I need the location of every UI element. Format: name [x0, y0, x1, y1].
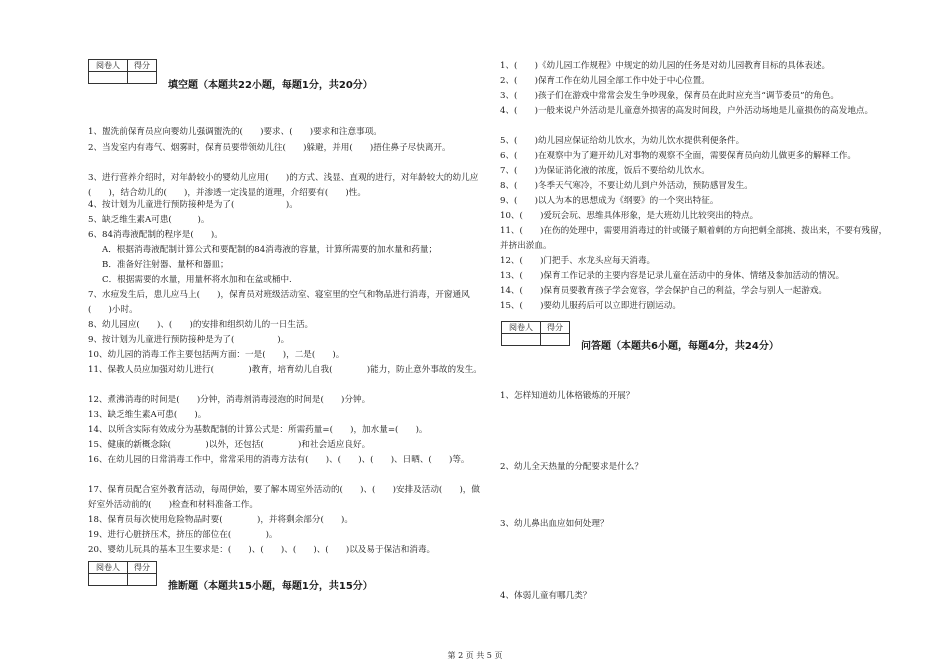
fill-section-title: 填空题（本题共22小题，每题1分，共20分） — [168, 80, 373, 91]
fill-question-17: 17、保育员配合室外教育活动，每周伊始，要了解本周室外活动的( )、( )安排及活动( )，做好室外活动前的( )检查和材料准备工作。 — [88, 485, 480, 511]
score-box-fill — [88, 59, 157, 84]
fill-question-7: 7、水痘发生后，患儿应马上( )，保育员对班级活动室、寝室里的空气和物品进行消毒，开窗通风( )小时。 — [88, 290, 470, 316]
reviewer-label: 阅卷人 — [89, 562, 128, 574]
fill-question-2: 2、当发室内有毒气、烟雾时，保育员要带领幼儿往( )躲避，并用( )捂住鼻子尽快离开。 — [88, 143, 451, 153]
fill-question-15: 15、健康的新概念除( )以外，还包括( )和社会适应良好。 — [88, 440, 371, 450]
score-cell — [128, 574, 157, 586]
judge-question-14: 14、( )保育员要教育孩子学会宽容，学会保护自己的利益，学会与别人一起游戏。 — [500, 286, 828, 296]
qa-question-3: 3、幼儿鼻出血应如何处理？ — [500, 519, 609, 529]
judge-question-2: 2、( )保育工作在幼儿园全部工作中处于中心位置。 — [500, 76, 710, 86]
score-box-qa — [501, 321, 570, 346]
score-label: 得分 — [541, 322, 570, 334]
qa-question-4: 4、体弱儿童有哪几类？ — [500, 591, 592, 601]
score-box-judge — [88, 561, 157, 586]
fill-question-8: 8、幼儿园应( )、( )的安排和组织幼儿的一日生活。 — [88, 320, 314, 330]
judge-question-6: 6、( )在观察中为了避开幼儿对事物的观察不全面，需要保育员向幼儿做更多的解释工作。 — [500, 151, 856, 161]
fill-question-13: 13、缺乏维生素A可患( )。 — [88, 410, 207, 420]
reviewer-label: 阅卷人 — [89, 60, 128, 72]
judge-question-12: 12、( )门把手、水龙头应每天消毒。 — [500, 256, 656, 266]
fill-question-14: 14、以所含实际有效成分为基数配制的计算公式是：所需药量=( )，加水量=( )。 — [88, 425, 428, 435]
fill-question-6-option-c: C．根据需要的水量，用量杯将水加和在盆或桶中. — [102, 275, 292, 285]
fill-question-18: 18、保育员每次使用危险物品时要( )，并将剩余部分( )。 — [88, 515, 353, 525]
page-number: 第 2 页 共 5 页 — [447, 651, 503, 660]
fill-question-6: 6、84消毒液配制的程序是( )。 — [88, 230, 223, 240]
reviewer-cell — [89, 72, 128, 84]
reviewer-cell — [502, 334, 541, 346]
fill-question-16: 16、在幼儿园的日常消毒工作中，常常采用的消毒方法有( )、( )、( )、日晒、( )等。 — [88, 455, 470, 465]
qa-question-1: 1、怎样知道幼儿体格锻炼的开展？ — [500, 391, 635, 401]
fill-question-1: 1、盥洗前保育员应向婴幼儿强调盥洗的( )要求、( )要求和注意事项。 — [88, 127, 382, 137]
score-cell — [541, 334, 570, 346]
fill-question-20: 20、婴幼儿玩具的基本卫生要求是：( )、( )、( )、( )以及易于保洁和消毒。 — [88, 545, 436, 555]
score-label: 得分 — [128, 562, 157, 574]
score-cell — [128, 72, 157, 84]
fill-question-10: 10、幼儿园的消毒工作主要包括两方面：一是( )，二是( )。 — [88, 350, 345, 360]
judge-question-15: 15、( )要幼儿服药后可以立即进行剧运动。 — [500, 301, 681, 311]
qa-section-title: 问答题（本题共6小题，每题4分，共24分） — [581, 341, 779, 352]
fill-question-5: 5、缺乏维生素A可患( )。 — [88, 215, 210, 225]
fill-question-6-option-a: A．根据消毒液配制计算公式和要配制的84消毒液的容量，计算所需要的加水量和药量； — [102, 245, 438, 255]
fill-question-6-option-b: B．准备好注射器、量杯和器皿； — [102, 260, 229, 270]
fill-question-9: 9、按计划为儿童进行预防接种是为了( )。 — [88, 335, 290, 345]
judge-section-title: 推断题（本题共15小题，每题1分，共15分） — [168, 581, 373, 592]
judge-question-9: 9、( )以人为本的思想成为《纲要》的一个突出特征。 — [500, 196, 719, 206]
judge-question-10: 10、( )爱玩会玩、思维具体形象，是大班幼儿比较突出的特点。 — [500, 211, 759, 221]
judge-question-5: 5、( )幼儿园应保证给幼儿饮水，为幼儿饮水提供利便条件。 — [500, 136, 745, 146]
judge-question-3: 3、( )孩子们在游戏中常常会发生争吵现象，保育员在此时应充当“调节委员”的角色。 — [500, 91, 839, 101]
judge-question-11: 11、( )在伤的处理中，需要用消毒过的针或镊子顺着刺的方向把刺全部挑、拨出来，不要有残留，并挤出淤血。 — [500, 226, 888, 252]
fill-question-4: 4、按计划为儿童进行预防接种是为了( )。 — [88, 200, 298, 210]
score-label: 得分 — [128, 60, 157, 72]
fill-question-12: 12、煮沸消毒的时间是( )分钟，消毒剂消毒浸泡的时间是( )分钟。 — [88, 395, 371, 405]
judge-question-7: 7、( )为保证消化液的浓度，饭后不要给幼儿饮水。 — [500, 166, 710, 176]
judge-question-13: 13、( )保育工作记录的主要内容是记录儿童在活动中的身体、情绪及参加活动的情况。 — [500, 271, 845, 281]
fill-question-3: 3、进行营养介绍时，对年龄较小的婴幼儿应用( )的方式、浅显、直观的进行，对年龄较大的幼儿应( )，结合幼儿的( )，并渗透一定浅显的道理，介绍要有( )性。 — [88, 173, 479, 199]
reviewer-label: 阅卷人 — [502, 322, 541, 334]
judge-question-4: 4、( )一般来说户外活动是儿童意外损害的高发时间段，户外活动场地是儿童损伤的高发地点。 — [500, 106, 874, 116]
reviewer-cell — [89, 574, 128, 586]
qa-question-2: 2、幼儿全天热量的分配要求是什么？ — [500, 462, 643, 472]
judge-question-1: 1、( )《幼儿园工作规程》中规定的幼儿园的任务是对幼儿园教育目标的具体表述。 — [500, 61, 831, 71]
judge-question-8: 8、( )冬季天气寒冷，不要让幼儿到户外活动，预防感冒发生。 — [500, 181, 753, 191]
fill-question-11: 11、保教人员应加强对幼儿进行( )教育，培育幼儿自我( )能力，防止意外事故的发生。 — [88, 365, 482, 375]
fill-question-19: 19、进行心脏挤压术，挤压的部位在( )。 — [88, 530, 278, 540]
